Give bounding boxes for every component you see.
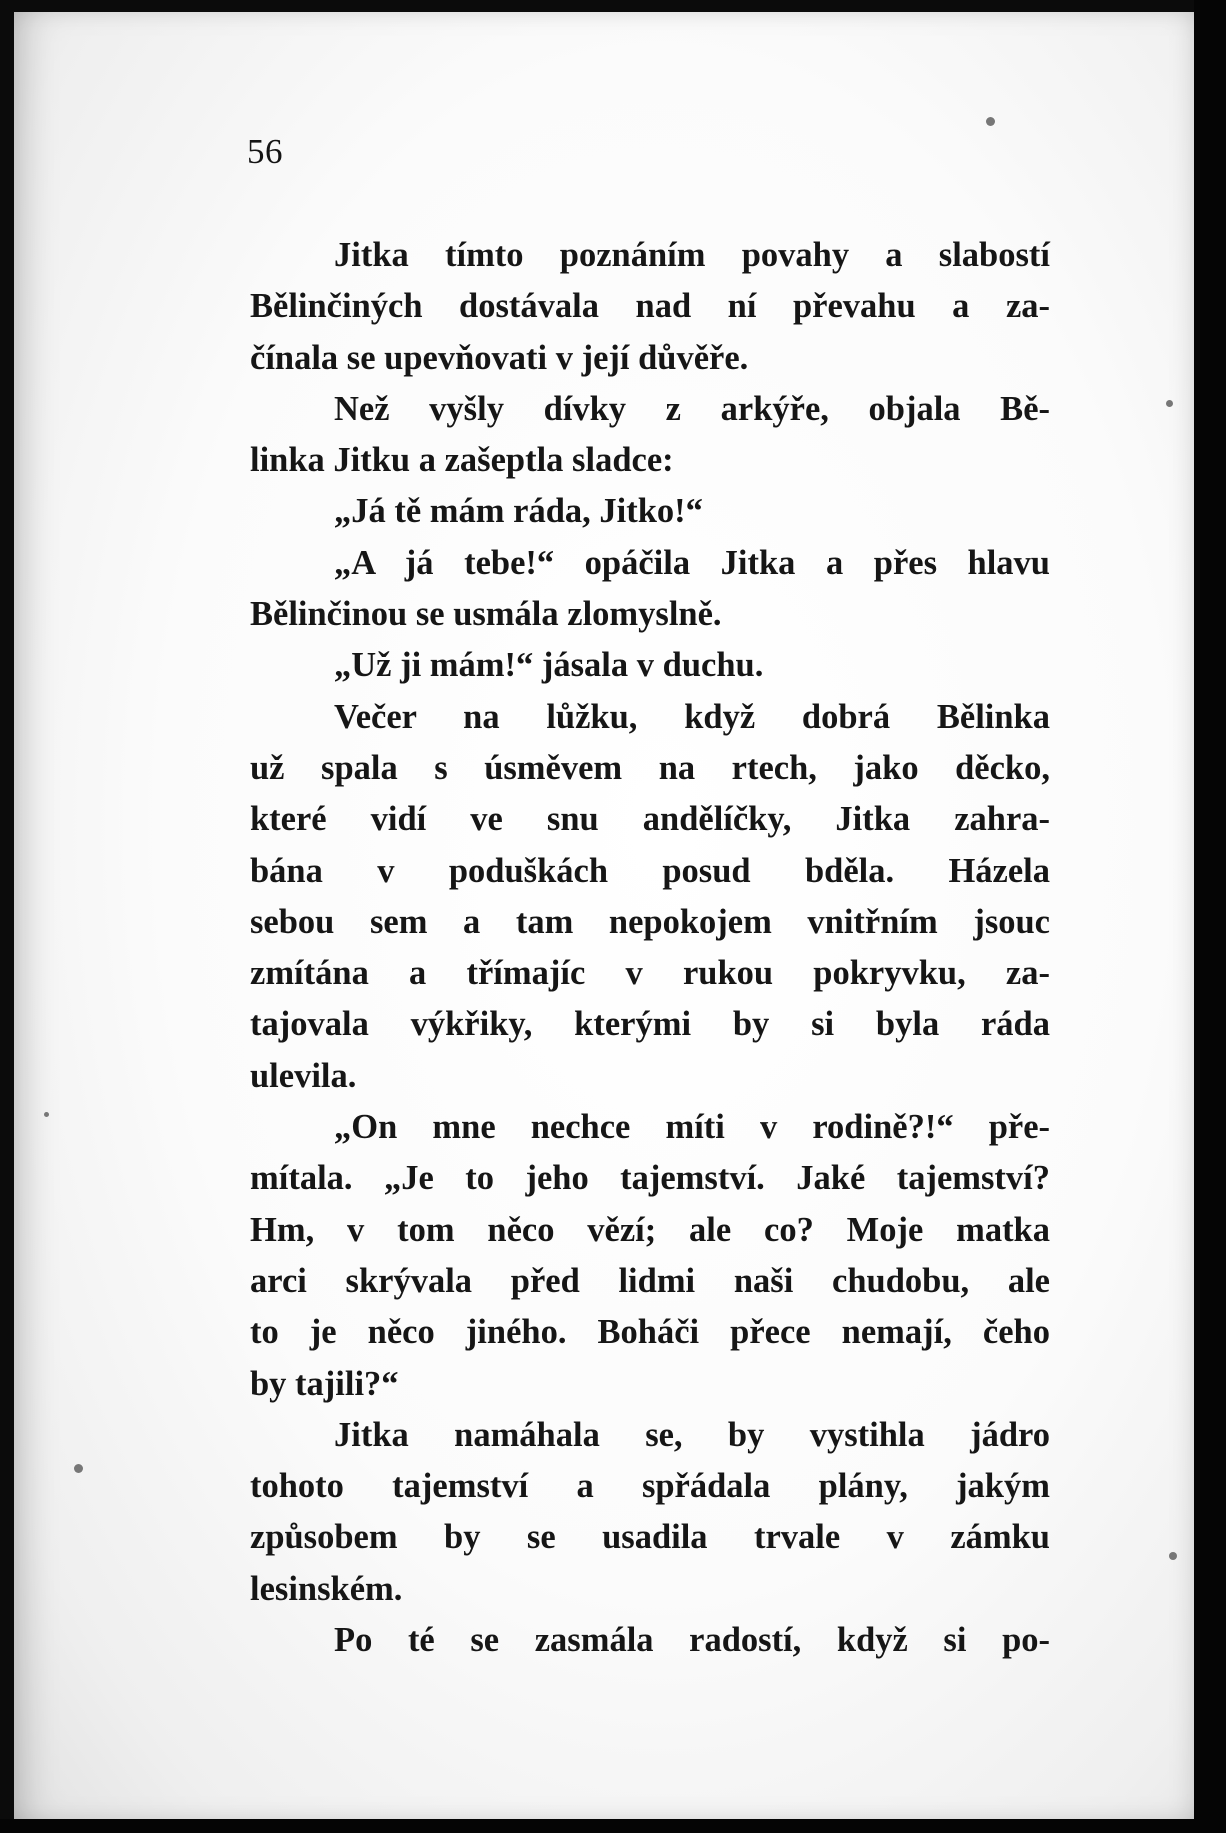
- text-line: Bělinčiných dostávala nad ní převahu a za-: [250, 287, 1050, 326]
- text-line: „On mne nechce míti v rodině?!“ pře-: [334, 1108, 1050, 1147]
- text-line: sebou sem a tam nepokojem vnitřním jsouc: [250, 902, 1050, 941]
- text-line: lesinském.: [250, 1569, 403, 1608]
- text-line: Než vyšly dívky z arkýře, objala Bě-: [334, 389, 1050, 428]
- dust-speck: [986, 117, 995, 126]
- text-line: čínala se upevňovati v její důvěře.: [250, 338, 749, 377]
- body-text: [250, 230, 1050, 1666]
- text-line: „Já tě mám ráda, Jitko!“: [334, 492, 703, 531]
- text-line: způsobem by se usadila trvale v zámku: [250, 1518, 1050, 1557]
- text-line: Jitka namáhala se, by vystihla jádro: [334, 1415, 1050, 1454]
- text-line: Jitka tímto poznáním povahy a slabostí: [334, 236, 1050, 274]
- text-line: by tajili?“: [250, 1364, 399, 1403]
- text-line: mítala. „Je to jeho tajemství. Jaké tajemství?: [250, 1159, 1050, 1198]
- dust-speck: [1166, 400, 1173, 407]
- text-line: tajovala výkřiky, kterými by si byla ráda: [250, 1005, 1050, 1044]
- text-line: zmítána a třímajíc v rukou pokryvku, za-: [250, 954, 1050, 993]
- text-line: to je něco jiného. Boháči přece nemají, čeho: [250, 1313, 1050, 1352]
- text-line: arci skrývala před lidmi naši chudobu, ale: [250, 1261, 1050, 1300]
- text-line: Hm, v tom něco vězí; ale co? Moje matka: [250, 1210, 1050, 1249]
- scan-edge-right: [1194, 0, 1226, 1833]
- text-line: „Už ji mám!“ jásala v duchu.: [334, 646, 764, 685]
- dust-speck: [44, 1112, 49, 1117]
- text-line: Večer na lůžku, když dobrá Bělinka: [334, 697, 1050, 736]
- text-line: už spala s úsměvem na rtech, jako děcko,: [250, 748, 1050, 787]
- text-line: bána v poduškách posud bděla. Házela: [250, 851, 1050, 890]
- text-line: Bělinčinou se usmála zlomyslně.: [250, 595, 722, 634]
- text-line: „A já tebe!“ opáčila Jitka a přes hlavu: [334, 543, 1050, 582]
- text-line: Po té se zasmála radostí, když si po-: [334, 1621, 1050, 1660]
- page-number: 56: [247, 132, 283, 171]
- dust-speck: [74, 1464, 83, 1473]
- text-line: linka Jitku a zašeptla sladce:: [250, 441, 674, 480]
- text-line: tohoto tajemství a spřádala plány, jakým: [250, 1467, 1050, 1506]
- text-line: ulevila.: [250, 1056, 357, 1095]
- dust-speck: [1169, 1552, 1177, 1560]
- scan-edge-bottom: [0, 1819, 1226, 1833]
- text-line: které vidí ve snu andělíčky, Jitka zahra-: [250, 800, 1050, 839]
